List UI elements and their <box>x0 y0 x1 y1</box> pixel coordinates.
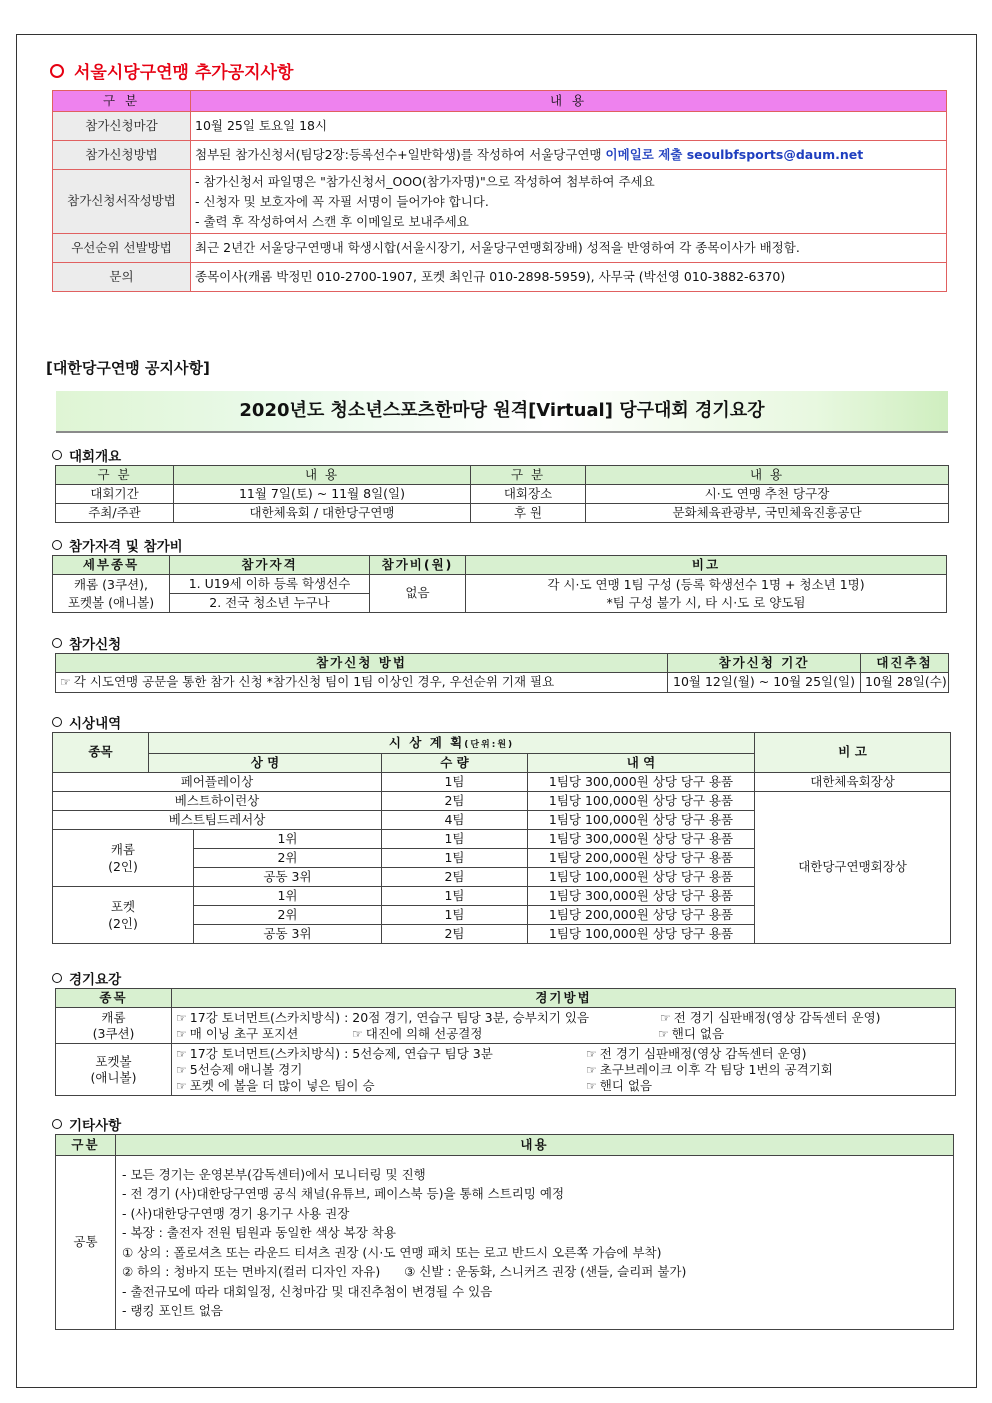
section-title-apply: 참가신청 <box>52 633 121 653</box>
section-title-overview: 대회개요 <box>52 445 121 465</box>
circle-bullet-icon <box>52 450 62 460</box>
section-title-qualify: 참가자격 및 참가비 <box>52 535 183 555</box>
pointing-hand-icon: ☞ <box>658 1026 669 1041</box>
pointing-hand-icon: ☞ <box>176 1010 187 1025</box>
rules-table: 종목 경기방법 캐롬 (3쿠션) ☞ 17강 토너먼트(스카치방식) : 20점 경기, 연습구 팀당 3분, 승부치기 있음 ☞ 전 경기 심판배정(영상 감독센터 운영) ☞ 매 이닝 초구 포지션 ☞ 대진에 의해 선공결정 ☞ 핸디 없음 포켓볼 (애니볼) ☞ 17강 토너먼트(스카치방식) : 5선승제, 연습구 팀당 3분 ☞ 전 경기 심판배정(영상 감독센터 운영) ☞ 5선승제 애니볼 경기 ☞ 초구브레이크 이후 각 팀당 1번의 공격기회 ☞ 포켓 에 볼을 더 많이 넣은 팀이 승 ☞ 핸디 없음 <box>55 988 956 1096</box>
row-value: 첨부된 참가신청서(팀당2장:등록선수+일반학생)를 작성하여 서울당구연맹 이메일로 제출 seoulbfsports@daum.net <box>191 141 947 170</box>
circle-bullet-icon <box>52 717 62 727</box>
overview-table: 구 분 내 용 구 분 내 용 대회기간 11월 7일(토) ~ 11월 8일(일) 대회장소 시·도 연맹 추천 당구장 주최/주관 대한체육회 / 대한당구연맹 후 원 문화체육관광부, 국민체육진흥공단 <box>55 465 949 523</box>
row-label: 참가신청서작성방법 <box>53 170 191 234</box>
pointing-hand-icon: ☞ <box>352 1026 363 1041</box>
row-value: 10월 25일 토요일 18시 <box>191 112 947 141</box>
pointing-hand-icon: ☞ <box>176 1062 187 1077</box>
row-value: 종목이사(캐롬 박정민 010-2700-1907, 포켓 최인규 010-2898-5959), 사무국 (박선영 010-3882-6370) <box>191 263 947 292</box>
col-gubun: 구 분 <box>53 91 191 112</box>
pointing-hand-icon: ☞ <box>176 1078 187 1093</box>
col-content: 내 용 <box>191 91 947 112</box>
row-label: 우선순위 선발방법 <box>53 234 191 263</box>
pointing-hand-icon: ☞ <box>176 1026 187 1041</box>
seoul-notice-title: 서울시당구연맹 추가공지사항 <box>50 58 293 83</box>
apply-table: 참가신청 방법 참가신청 기간 대진추첨 ☞ 각 시도연맹 공문을 통한 참가 신청 *참가신청 팀이 1팀 이상인 경우, 우선순위 기재 필요 10월 12일(월) ~ 10월 25일(일) 10월 28일(수) <box>55 653 949 693</box>
pointing-hand-icon: ☞ <box>176 1046 187 1061</box>
circle-bullet-icon <box>52 638 62 648</box>
banner-title: 2020년도 청소년스포츠한마당 원격[Virtual] 당구대회 경기요강 <box>56 391 948 433</box>
kbf-heading: [대한당구연맹 공지사항] <box>46 359 210 377</box>
circle-bullet-icon <box>52 540 62 550</box>
pointing-hand-icon: ☞ <box>586 1046 597 1061</box>
pointing-hand-icon: ☞ <box>660 1010 671 1025</box>
pointing-hand-icon: ☞ <box>586 1062 597 1077</box>
circle-bullet-icon <box>50 64 64 78</box>
circle-bullet-icon <box>52 973 62 983</box>
awards-table: 종목 시 상 계 획(단위:원) 비 고 상 명 수 량 내 역 페어플레이상 1팀 1팀당 300,000원 상당 당구 용품 대한체육회장상 베스트하이런상 2팀 1팀당 100,000원 상당 당구 용품 대한당구연맹회장상 베스트팀드레서상 4팀 1팀당 100,000원 상당 당구 용품 캐롬 (2인) 1위 1팀 1팀당 300,000원 상당 당구 용품 2위 1팀 1팀당 200,000원 상당 당구 용품 공동 3위 2팀 1팀당 100,000원 상당 당구 용품 포켓 (2인) 1위 1팀 1팀당 300,000원 상당 당구 용품 2위 1팀 1팀당 200,000원 상당 당구 용품 공동 3위 2팀 1팀당 100,000원 상당 당구 용품 <box>52 732 951 944</box>
email-address[interactable]: 이메일로 제출 seoulbfsports@daum.net <box>605 146 864 162</box>
section-title-rules: 경기요강 <box>52 968 121 988</box>
qualify-table: 세부종목 참가자격 참가비(원) 비고 캐롬 (3쿠션), 포켓볼 (애니볼) 1. U19세 이하 등록 학생선수 없음 각 시·도 연맹 1팀 구성 (등록 학생선수 1명 + 청소년 1명) *팀 구성 불가 시, 타 시·도 로 양도됨 2. 전국 청소년 누구나 <box>52 555 947 613</box>
pointing-hand-icon: ☞ <box>60 675 71 690</box>
pointing-hand-icon: ☞ <box>586 1078 597 1093</box>
circle-bullet-icon <box>52 1119 62 1129</box>
row-value: 최근 2년간 서울당구연맹내 학생시합(서울시장기, 서울당구연맹회장배) 성적을 반영하여 각 종목이사가 배정함. <box>191 234 947 263</box>
section-title-etc: 기타사항 <box>52 1114 121 1134</box>
row-label: 문의 <box>53 263 191 292</box>
etc-table: 구분 내용 공통 - 모든 경기는 운영본부(감독센터)에서 모니터링 및 진행 - 전 경기 (사)대한당구연맹 공식 채널(유튜브, 페이스북 등)을 통해 스트리밍 예정 - (사)대한당구연맹 경기 용기구 사용 권장 - 복장 : 출전자 전원 팀원과 동일한 색상 복장 착용 ① 상의 : 폴로셔츠 또는 라운드 티셔츠 권장 (시·도 연맹 패치 또는 로고 반드시 오른쪽 가슴에 부착) ② 하의 : 청바지 또는 면바지(컬러 디자인 자유) ③ 신발 : 운동화, 스니커즈 권장 (샌들, 슬리퍼 불가) - 출전규모에 따라 대회일정, 신청마감 및 대진추첨이 변경될 수 있음 - 랭킹 포인트 없음 <box>55 1134 954 1330</box>
row-label: 참가신청마감 <box>53 112 191 141</box>
row-label: 참가신청방법 <box>53 141 191 170</box>
seoul-notice-table <box>52 90 947 292</box>
row-value: - 참가신청서 파일명은 "참가신청서_OOO(참가자명)"으로 작성하여 첨부하여 주세요 - 신청자 및 보호자에 꼭 자필 서명이 들어가야 합니다. - 출력 후 작성하여서 스캔 후 이메일로 보내주세요 <box>191 170 947 234</box>
section-title-awards: 시상내역 <box>52 712 121 732</box>
